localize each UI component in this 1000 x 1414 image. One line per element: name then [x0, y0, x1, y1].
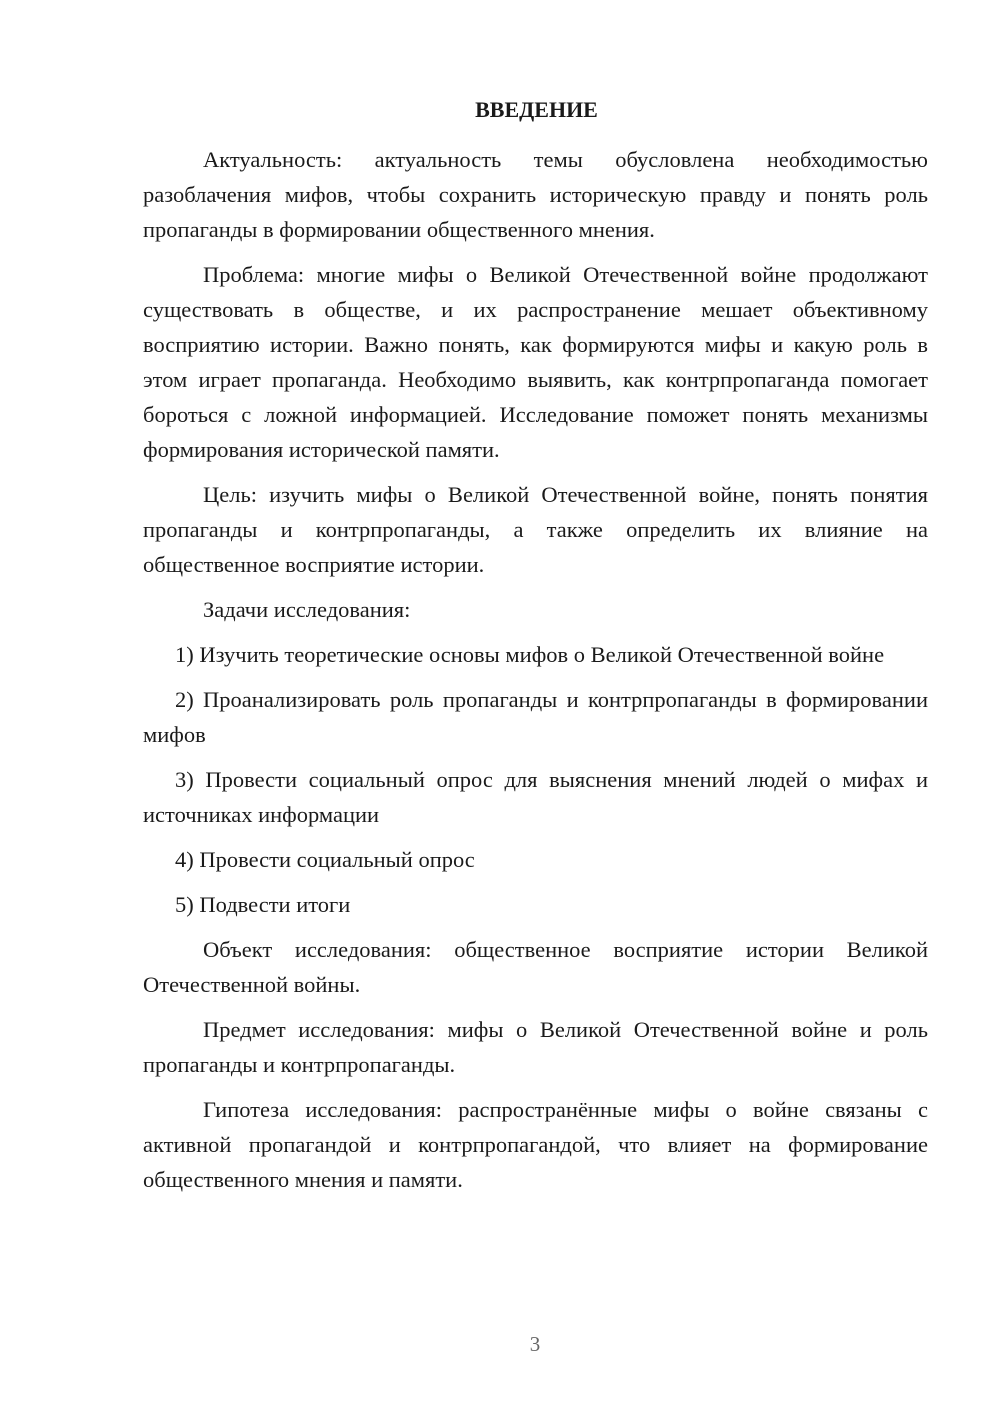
paragraph-hypothesis: Гипотеза исследования: распространённые мифы о войне связаны с активной пропагандой и контрпропагандой, что влияет на формирование общественного мнения и памяти.: [143, 1097, 928, 1192]
task-item-4: 4) Провести социальный опрос: [175, 847, 475, 872]
task-item-2: 2) Проанализировать роль пропаганды и контрпропаганды в формировании мифов: [143, 687, 928, 747]
paragraph-tasks-heading: Задачи исследования:: [203, 597, 411, 622]
page-content: [143, 96, 928, 1207]
paragraph-problem: Проблема: многие мифы о Великой Отечественной войне продолжают существовать в обществе, и их распространение мешает объективному восприятию истории. Важно понять, как формируются мифы и какую роль в этом играет пропаганда. Необходимо выявить, как контрпропаганда помогает бороться с ложной информацией. Исследование поможет понять механизмы формирования исторической памяти.: [143, 262, 928, 462]
paragraph-relevance: Актуальность: актуальность темы обусловлена необходимостью разоблачения мифов, чтобы сохранить историческую правду и понять роль пропаганды в формировании общественного мнения.: [143, 147, 928, 242]
task-item-5: 5) Подвести итоги: [175, 892, 351, 917]
task-item-1: 1) Изучить теоретические основы мифов о Великой Отечественной войне: [175, 642, 885, 667]
task-item-3: 3) Провести социальный опрос для выяснения мнений людей о мифах и источниках информации: [143, 767, 928, 827]
paragraph-subject: Предмет исследования: мифы о Великой Отечественной войне и роль пропаганды и контрпропаганды.: [143, 1017, 928, 1077]
paragraph-object: Объект исследования: общественное восприятие истории Великой Отечественной войны.: [143, 937, 928, 997]
section-title: ВВЕДЕНИЕ: [475, 97, 598, 122]
paragraph-goal: Цель: изучить мифы о Великой Отечественной войне, понять понятия пропаганды и контрпропаганды, а также определить их влияние на общественное восприятие истории.: [143, 482, 928, 577]
page-number: 3: [529, 1332, 541, 1356]
